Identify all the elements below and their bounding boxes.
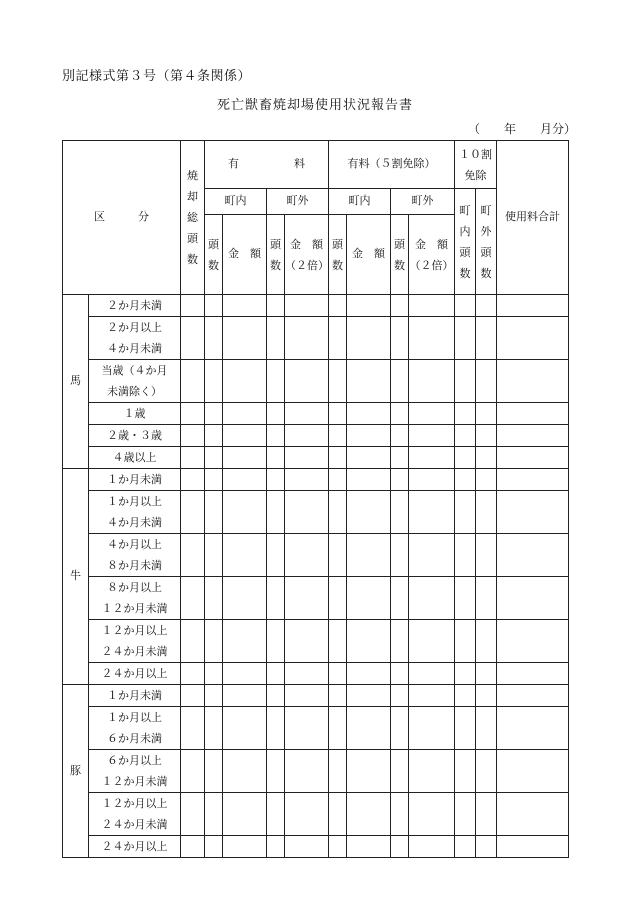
- half-in-heads-header: 頭 数: [329, 215, 347, 295]
- entry-cell[interactable]: [347, 295, 391, 317]
- entry-cell[interactable]: [329, 663, 347, 685]
- table-row: [63, 425, 569, 447]
- entry-cell[interactable]: [476, 447, 497, 469]
- entry-cell[interactable]: [205, 534, 223, 577]
- entry-cell[interactable]: [205, 685, 223, 707]
- table-row: [63, 403, 569, 425]
- table-row: [63, 836, 569, 858]
- entry-cell[interactable]: [476, 577, 497, 620]
- entry-cell[interactable]: [455, 620, 476, 663]
- entry-cell[interactable]: [347, 663, 391, 685]
- entry-cell[interactable]: [497, 707, 569, 750]
- entry-cell[interactable]: [223, 317, 267, 360]
- table-row: [63, 491, 569, 534]
- entry-cell[interactable]: [181, 469, 205, 491]
- entry-cell[interactable]: [329, 534, 347, 577]
- entry-cell[interactable]: [223, 447, 267, 469]
- entry-cell[interactable]: [181, 577, 205, 620]
- total-fee-header: 使用料合計: [497, 141, 569, 295]
- entry-cell[interactable]: [391, 403, 409, 425]
- entry-cell[interactable]: [267, 577, 285, 620]
- entry-cell[interactable]: [347, 447, 391, 469]
- entry-cell[interactable]: [267, 447, 285, 469]
- entry-cell[interactable]: [455, 447, 476, 469]
- half-out-amount-header: 金 額 （２倍）: [409, 215, 455, 295]
- entry-cell[interactable]: [205, 577, 223, 620]
- entry-cell[interactable]: [347, 620, 391, 663]
- half-town-out-header: 町外: [391, 189, 455, 215]
- entry-cell[interactable]: [347, 793, 391, 836]
- entry-cell[interactable]: [205, 425, 223, 447]
- age-category: １歳: [89, 403, 181, 425]
- entry-cell[interactable]: [267, 425, 285, 447]
- entry-cell[interactable]: [267, 663, 285, 685]
- entry-cell[interactable]: [391, 685, 409, 707]
- entry-cell[interactable]: [391, 425, 409, 447]
- entry-cell[interactable]: [329, 295, 347, 317]
- entry-cell[interactable]: [455, 577, 476, 620]
- entry-cell[interactable]: [205, 469, 223, 491]
- animal-label: 牛: [63, 469, 89, 685]
- entry-cell[interactable]: [205, 836, 223, 858]
- entry-cell[interactable]: [267, 707, 285, 750]
- entry-cell[interactable]: [285, 685, 329, 707]
- entry-cell[interactable]: [223, 403, 267, 425]
- entry-cell[interactable]: [497, 447, 569, 469]
- entry-cell[interactable]: [329, 425, 347, 447]
- entry-cell[interactable]: [455, 750, 476, 793]
- half-out-heads-header: 頭 数: [391, 215, 409, 295]
- entry-cell[interactable]: [409, 750, 455, 793]
- entry-cell[interactable]: [476, 707, 497, 750]
- usage-report-table: [62, 140, 569, 858]
- entry-cell[interactable]: [329, 447, 347, 469]
- entry-cell[interactable]: [455, 491, 476, 534]
- entry-cell[interactable]: [476, 685, 497, 707]
- age-category: １か月未満: [89, 469, 181, 491]
- entry-cell[interactable]: [223, 425, 267, 447]
- entry-cell[interactable]: [329, 836, 347, 858]
- entry-cell[interactable]: [223, 295, 267, 317]
- entry-cell[interactable]: [497, 317, 569, 360]
- entry-cell[interactable]: [181, 534, 205, 577]
- entry-cell[interactable]: [476, 793, 497, 836]
- exempt-town-out-header: 町 外 頭 数: [476, 189, 497, 295]
- entry-cell[interactable]: [409, 620, 455, 663]
- entry-cell[interactable]: [205, 793, 223, 836]
- paid-in-heads-header: 頭 数: [205, 215, 223, 295]
- entry-cell[interactable]: [455, 469, 476, 491]
- entry-cell[interactable]: [476, 491, 497, 534]
- entry-cell[interactable]: [205, 403, 223, 425]
- entry-cell[interactable]: [181, 425, 205, 447]
- age-category: ８か月以上 １２か月未満: [89, 577, 181, 620]
- entry-cell[interactable]: [497, 663, 569, 685]
- entry-cell[interactable]: [205, 447, 223, 469]
- age-category: １２か月以上 ２４か月未満: [89, 793, 181, 836]
- age-category: ２か月以上 ４か月未満: [89, 317, 181, 360]
- entry-cell[interactable]: [476, 425, 497, 447]
- entry-cell[interactable]: [391, 750, 409, 793]
- paid-half-header: 有料（５割免除）: [329, 141, 455, 189]
- entry-cell[interactable]: [329, 685, 347, 707]
- entry-cell[interactable]: [409, 317, 455, 360]
- age-category: １か月未満: [89, 685, 181, 707]
- entry-cell[interactable]: [285, 469, 329, 491]
- entry-cell[interactable]: [285, 317, 329, 360]
- half-town-in-header: 町内: [329, 189, 391, 215]
- entry-cell[interactable]: [285, 793, 329, 836]
- entry-cell[interactable]: [409, 577, 455, 620]
- entry-cell[interactable]: [391, 491, 409, 534]
- entry-cell[interactable]: [267, 685, 285, 707]
- entry-cell[interactable]: [476, 360, 497, 403]
- entry-cell[interactable]: [205, 750, 223, 793]
- entry-cell[interactable]: [267, 620, 285, 663]
- age-category: ２歳・３歳: [89, 425, 181, 447]
- entry-cell[interactable]: [391, 620, 409, 663]
- entry-cell[interactable]: [285, 403, 329, 425]
- entry-cell[interactable]: [329, 793, 347, 836]
- table-row: [63, 317, 569, 360]
- entry-cell[interactable]: [223, 360, 267, 403]
- entry-cell[interactable]: [476, 317, 497, 360]
- entry-cell[interactable]: [455, 403, 476, 425]
- entry-cell[interactable]: [285, 534, 329, 577]
- entry-cell[interactable]: [409, 836, 455, 858]
- entry-cell[interactable]: [285, 295, 329, 317]
- entry-cell[interactable]: [455, 360, 476, 403]
- age-category: ２４か月以上: [89, 836, 181, 858]
- entry-cell[interactable]: [497, 836, 569, 858]
- entry-cell[interactable]: [391, 707, 409, 750]
- age-category: ４歳以上: [89, 447, 181, 469]
- paid-header: 有 料: [205, 141, 329, 189]
- entry-cell[interactable]: [497, 403, 569, 425]
- table-row: [63, 295, 569, 317]
- age-category: １か月以上 ４か月未満: [89, 491, 181, 534]
- entry-cell[interactable]: [347, 577, 391, 620]
- entry-cell[interactable]: [409, 663, 455, 685]
- entry-cell[interactable]: [181, 447, 205, 469]
- entry-cell[interactable]: [347, 836, 391, 858]
- age-category: １２か月以上 ２４か月未満: [89, 620, 181, 663]
- entry-cell[interactable]: [285, 620, 329, 663]
- entry-cell[interactable]: [181, 295, 205, 317]
- entry-cell[interactable]: [391, 360, 409, 403]
- entry-cell[interactable]: [391, 534, 409, 577]
- entry-cell[interactable]: [267, 836, 285, 858]
- entry-cell[interactable]: [476, 403, 497, 425]
- entry-cell[interactable]: [223, 577, 267, 620]
- entry-cell[interactable]: [476, 295, 497, 317]
- entry-cell[interactable]: [285, 491, 329, 534]
- entry-cell[interactable]: [181, 317, 205, 360]
- entry-cell[interactable]: [223, 534, 267, 577]
- entry-cell[interactable]: [267, 295, 285, 317]
- header-row-1: [63, 141, 569, 189]
- entry-cell[interactable]: [476, 534, 497, 577]
- entry-cell[interactable]: [409, 707, 455, 750]
- entry-cell[interactable]: [181, 793, 205, 836]
- entry-cell[interactable]: [455, 295, 476, 317]
- age-category: 当歳（４か月 未満除く）: [89, 360, 181, 403]
- entry-cell[interactable]: [409, 685, 455, 707]
- paid-out-heads-header: 頭 数: [267, 215, 285, 295]
- entry-cell[interactable]: [497, 750, 569, 793]
- entry-cell[interactable]: [285, 750, 329, 793]
- age-category: ２４か月以上: [89, 663, 181, 685]
- entry-cell[interactable]: [347, 534, 391, 577]
- entry-cell[interactable]: [205, 295, 223, 317]
- entry-cell[interactable]: [285, 360, 329, 403]
- entry-cell[interactable]: [409, 469, 455, 491]
- entry-cell[interactable]: [497, 491, 569, 534]
- entry-cell[interactable]: [497, 425, 569, 447]
- full-exempt-header: １０割 免除: [455, 141, 497, 189]
- entry-cell[interactable]: [285, 663, 329, 685]
- entry-cell[interactable]: [181, 685, 205, 707]
- table-row: [63, 577, 569, 620]
- table-row: [63, 469, 569, 491]
- entry-cell[interactable]: [347, 469, 391, 491]
- entry-cell[interactable]: [391, 577, 409, 620]
- entry-cell[interactable]: [285, 447, 329, 469]
- entry-cell[interactable]: [455, 663, 476, 685]
- table-row: [63, 534, 569, 577]
- entry-cell[interactable]: [329, 360, 347, 403]
- entry-cell[interactable]: [455, 534, 476, 577]
- entry-cell[interactable]: [455, 793, 476, 836]
- entry-cell[interactable]: [455, 836, 476, 858]
- entry-cell[interactable]: [329, 469, 347, 491]
- age-category: ２か月未満: [89, 295, 181, 317]
- entry-cell[interactable]: [205, 491, 223, 534]
- entry-cell[interactable]: [476, 663, 497, 685]
- entry-cell[interactable]: [223, 836, 267, 858]
- entry-cell[interactable]: [329, 491, 347, 534]
- entry-cell[interactable]: [476, 620, 497, 663]
- entry-cell[interactable]: [497, 469, 569, 491]
- entry-cell[interactable]: [497, 620, 569, 663]
- entry-cell[interactable]: [205, 620, 223, 663]
- entry-cell[interactable]: [409, 447, 455, 469]
- animal-label: 馬: [63, 295, 89, 469]
- entry-cell[interactable]: [455, 425, 476, 447]
- entry-cell[interactable]: [205, 663, 223, 685]
- entry-cell[interactable]: [223, 620, 267, 663]
- entry-cell[interactable]: [285, 577, 329, 620]
- entry-cell[interactable]: [391, 317, 409, 360]
- entry-cell[interactable]: [391, 836, 409, 858]
- entry-cell[interactable]: [476, 469, 497, 491]
- table-row: [63, 750, 569, 793]
- entry-cell[interactable]: [347, 685, 391, 707]
- entry-cell[interactable]: [409, 403, 455, 425]
- entry-cell[interactable]: [267, 403, 285, 425]
- entry-cell[interactable]: [181, 620, 205, 663]
- entry-cell[interactable]: [181, 707, 205, 750]
- entry-cell[interactable]: [409, 295, 455, 317]
- entry-cell[interactable]: [391, 295, 409, 317]
- entry-cell[interactable]: [455, 317, 476, 360]
- paid-town-in-header: 町内: [205, 189, 267, 215]
- entry-cell[interactable]: [181, 491, 205, 534]
- entry-cell[interactable]: [409, 425, 455, 447]
- category-header: 区 分: [63, 141, 181, 295]
- table-row: [63, 793, 569, 836]
- entry-cell[interactable]: [267, 491, 285, 534]
- entry-cell[interactable]: [347, 317, 391, 360]
- animal-label: 豚: [63, 685, 89, 858]
- entry-cell[interactable]: [285, 425, 329, 447]
- entry-cell[interactable]: [223, 663, 267, 685]
- entry-cell[interactable]: [223, 793, 267, 836]
- form-label: 別記様式第３号（第４条関係）: [62, 69, 252, 84]
- total-head-header: 焼 却 総 頭 数: [181, 141, 205, 295]
- entry-cell[interactable]: [409, 793, 455, 836]
- paid-town-out-header: 町外: [267, 189, 329, 215]
- entry-cell[interactable]: [347, 360, 391, 403]
- table-row: [63, 663, 569, 685]
- entry-cell[interactable]: [223, 750, 267, 793]
- entry-cell[interactable]: [329, 577, 347, 620]
- entry-cell[interactable]: [223, 469, 267, 491]
- table-row: [63, 620, 569, 663]
- entry-cell[interactable]: [391, 793, 409, 836]
- entry-cell[interactable]: [329, 403, 347, 425]
- entry-cell[interactable]: [391, 663, 409, 685]
- entry-cell[interactable]: [497, 295, 569, 317]
- entry-cell[interactable]: [329, 707, 347, 750]
- entry-cell[interactable]: [347, 707, 391, 750]
- entry-cell[interactable]: [181, 403, 205, 425]
- entry-cell[interactable]: [497, 534, 569, 577]
- entry-cell[interactable]: [476, 750, 497, 793]
- entry-cell[interactable]: [455, 707, 476, 750]
- report-title: 死亡獣畜焼却場使用状況報告書: [216, 98, 413, 113]
- entry-cell[interactable]: [409, 534, 455, 577]
- paid-in-amount-header: 金 額: [223, 215, 267, 295]
- entry-cell[interactable]: [223, 685, 267, 707]
- entry-cell[interactable]: [181, 836, 205, 858]
- entry-cell[interactable]: [347, 750, 391, 793]
- entry-cell[interactable]: [223, 491, 267, 534]
- entry-cell[interactable]: [267, 469, 285, 491]
- report-period: （ 年 月分）: [468, 122, 577, 136]
- paid-out-amount-header: 金 額 （２倍）: [285, 215, 329, 295]
- entry-cell[interactable]: [181, 360, 205, 403]
- exempt-town-in-header: 町 内 頭 数: [455, 189, 476, 295]
- entry-cell[interactable]: [181, 663, 205, 685]
- age-category: ４か月以上 ８か月未満: [89, 534, 181, 577]
- table-row: [63, 707, 569, 750]
- entry-cell[interactable]: [347, 403, 391, 425]
- entry-cell[interactable]: [497, 793, 569, 836]
- table-row: [63, 685, 569, 707]
- entry-cell[interactable]: [205, 317, 223, 360]
- age-category: ６か月以上 １２か月未満: [89, 750, 181, 793]
- entry-cell[interactable]: [455, 685, 476, 707]
- entry-cell[interactable]: [497, 685, 569, 707]
- entry-cell[interactable]: [267, 793, 285, 836]
- entry-cell[interactable]: [409, 491, 455, 534]
- entry-cell[interactable]: [497, 577, 569, 620]
- entry-cell[interactable]: [329, 620, 347, 663]
- entry-cell[interactable]: [476, 836, 497, 858]
- entry-cell[interactable]: [267, 750, 285, 793]
- entry-cell[interactable]: [267, 317, 285, 360]
- table-row: [63, 447, 569, 469]
- entry-cell[interactable]: [329, 317, 347, 360]
- entry-cell[interactable]: [285, 836, 329, 858]
- table-row: [63, 360, 569, 403]
- entry-cell[interactable]: [409, 360, 455, 403]
- half-in-amount-header: 金 額: [347, 215, 391, 295]
- entry-cell[interactable]: [497, 360, 569, 403]
- entry-cell[interactable]: [205, 360, 223, 403]
- entry-cell[interactable]: [205, 707, 223, 750]
- entry-cell[interactable]: [267, 360, 285, 403]
- entry-cell[interactable]: [347, 491, 391, 534]
- entry-cell[interactable]: [391, 469, 409, 491]
- age-category: １か月以上 ６か月未満: [89, 707, 181, 750]
- entry-cell[interactable]: [223, 707, 267, 750]
- entry-cell[interactable]: [347, 425, 391, 447]
- entry-cell[interactable]: [267, 534, 285, 577]
- entry-cell[interactable]: [391, 447, 409, 469]
- entry-cell[interactable]: [181, 750, 205, 793]
- entry-cell[interactable]: [285, 707, 329, 750]
- entry-cell[interactable]: [329, 750, 347, 793]
